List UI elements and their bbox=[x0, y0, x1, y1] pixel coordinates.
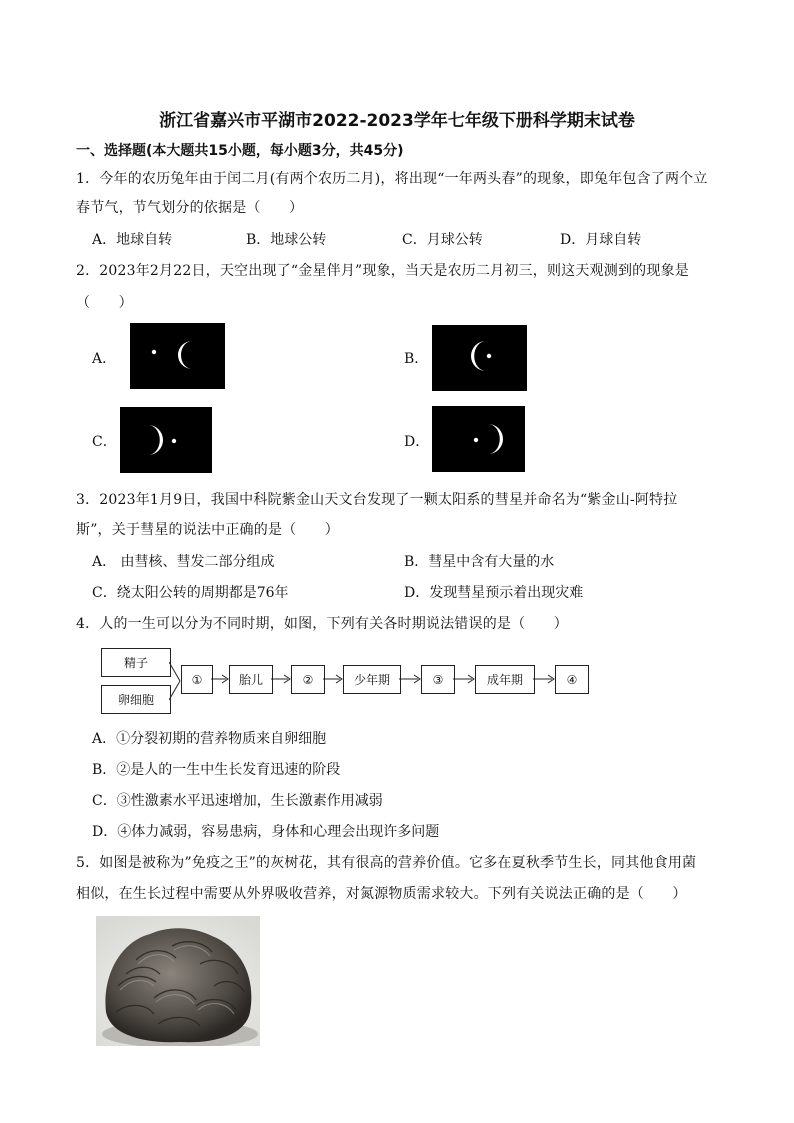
page-title: 浙江省嘉兴市平湖市2022-2023学年七年级下册科学期末试卷 bbox=[159, 111, 635, 131]
q4-option-b: B．②是人的一生中生长发育迅速的阶段 bbox=[92, 762, 341, 778]
q4-option-c: C．③性激素水平迅速增加，生长激素作用减弱 bbox=[92, 793, 383, 809]
q2-stem-line1: 2．2023年2月22日，天空出现了“金星伴月”现象，当天是农历二月初三，则这天观测到的现象是 bbox=[76, 263, 689, 279]
q3-option-a: A． 由彗核、彗发二部分组成 bbox=[92, 554, 275, 570]
arrow-right-icon bbox=[211, 674, 229, 684]
arrow-right-icon bbox=[323, 674, 343, 684]
flow-stage-2: ② bbox=[291, 665, 325, 694]
q2-option-d-label: D． bbox=[404, 434, 430, 450]
flow-adult-box: 成年期 bbox=[475, 665, 535, 694]
q4-stem-line1: 4．人的一生可以分为不同时期，如图，下列有关各时期说法错误的是（ ） bbox=[76, 616, 568, 632]
flow-egg-box: 卵细胞 bbox=[101, 685, 171, 714]
maitake-mushroom-photo bbox=[96, 916, 260, 1046]
q2-option-d-image bbox=[432, 406, 525, 472]
section-heading: 一、选择题(本大题共15小题，每小题3分，共45分) bbox=[76, 143, 404, 159]
q2-option-b-label: B． bbox=[404, 351, 429, 367]
q3-option-c: C．绕太阳公转的周期都是76年 bbox=[92, 585, 289, 601]
arrow-right-icon bbox=[399, 674, 421, 684]
q2-option-c-label: C． bbox=[92, 434, 117, 450]
q5-stem-line1: 5．如图是被称为”免疫之王”的灰树花，其有很高的营养价值。它多在夏秋季节生长，同其他食用菌 bbox=[76, 855, 697, 871]
q4-option-a: A．①分裂初期的营养物质来自卵细胞 bbox=[92, 731, 327, 747]
flow-stage-4: ④ bbox=[555, 665, 589, 694]
q1-option-d: D．月球自转 bbox=[560, 232, 642, 248]
flow-youth-box: 少年期 bbox=[343, 665, 401, 694]
q1-option-b: B．地球公转 bbox=[246, 232, 327, 248]
flow-stage-3: ③ bbox=[421, 665, 455, 694]
moon-venus-icon bbox=[432, 325, 527, 391]
q1-stem-line1: 1．今年的农历兔年由于闰二月(有两个农历二月)，将出现“一年两头春”的现象，即兔年包含了两个立 bbox=[76, 171, 708, 187]
q2-option-a-label: A． bbox=[92, 351, 117, 367]
q1-option-c: C．月球公转 bbox=[402, 232, 483, 248]
q2-option-a-image bbox=[130, 323, 225, 389]
q2-stem-line2: （ ） bbox=[76, 295, 133, 311]
q1-stem-line2: 春节气，节气划分的依据是（ ） bbox=[76, 200, 304, 216]
q2-option-b-image bbox=[432, 325, 527, 391]
q3-stem-line2: 斯”，关于彗星的说法中正确的是（ ） bbox=[76, 522, 339, 538]
arrow-right-icon bbox=[271, 674, 291, 684]
q3-stem-line1: 3．2023年1月9日，我国中科院紫金山天文台发现了一颗太阳系的彗星并命名为“紫金山-阿特拉 bbox=[76, 492, 678, 508]
arrow-right-icon bbox=[533, 674, 555, 684]
q5-stem-line2: 相似，在生长过程中需要从外界吸收营养，对氮源物质需求较大。下列有关说法正确的是（ ） bbox=[76, 886, 687, 902]
q2-option-c-image bbox=[120, 407, 212, 473]
q3-option-d: D．发现彗星预示着出现灾难 bbox=[404, 585, 584, 601]
q3-option-b: B．彗星中含有大量的水 bbox=[404, 554, 555, 570]
flow-merge-arrows bbox=[169, 660, 181, 702]
moon-venus-icon bbox=[432, 406, 525, 472]
moon-venus-icon bbox=[130, 323, 225, 389]
arrow-right-icon bbox=[453, 674, 475, 684]
q1-option-a: A．地球自转 bbox=[92, 232, 173, 248]
moon-venus-icon bbox=[120, 407, 212, 473]
flow-sperm-box: 精子 bbox=[101, 648, 171, 677]
q4-option-d: D．④体力减弱，容易患病，身体和心理会出现许多问题 bbox=[92, 824, 440, 840]
flow-fetus-box: 胎儿 bbox=[229, 665, 273, 694]
flow-stage-1: ① bbox=[181, 665, 213, 694]
